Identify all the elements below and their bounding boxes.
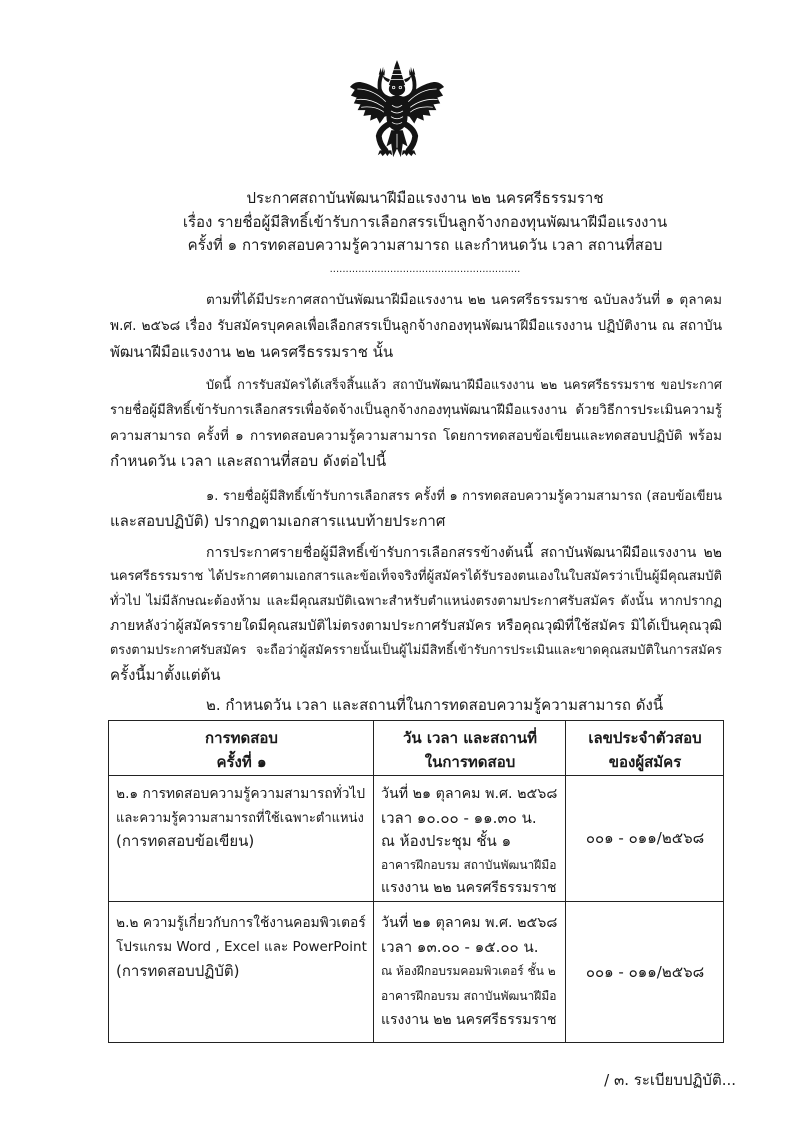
table-header-row xyxy=(109,721,724,776)
table-cell-test xyxy=(109,901,374,1042)
announcement-title: ประกาศสถาบันพัฒนาฝีมือแรงงาน ๒๒ นครศรีธรรมราช xyxy=(246,189,604,207)
announcement-subtitle: ครั้งที่ ๑ การทดสอบความรู้ความสามารถ และกำหนดวัน เวลา สถานที่สอบ xyxy=(187,236,663,254)
cell-line: และความรู้ความสามารถที่ใช้เฉพาะตำแหน่ง xyxy=(116,810,364,826)
paragraph-reference xyxy=(110,287,722,365)
table-cell-schedule xyxy=(374,901,566,1042)
paragraph-line: บัดนี้ การรับสมัครได้เสร็จสิ้นแล้ว สถาบันพัฒนาฝีมือแรงงาน ๒๒ นครศรีธรรมราช ขอประกาศ xyxy=(206,378,722,393)
paragraph-line: การประกาศรายชื่อผู้มีสิทธิ์เข้ารับการเลือกสรรข้างต้นนี้ สถาบันพัฒนาฝีมือแรงงาน ๒๒ xyxy=(206,545,722,561)
paragraph-line: และสอบปฏิบัติ) ปรากฏตามเอกสารแนบท้ายประกาศ xyxy=(110,511,446,530)
cell-line: วันที่ ๒๑ ตุลาคม พ.ศ. ๒๕๖๘ xyxy=(381,914,558,931)
table-row xyxy=(109,776,724,902)
garuda-emblem-icon xyxy=(349,59,445,165)
cell-line: ๒.๒ ความรู้เกี่ยวกับการใช้งานคอมพิวเตอร์ xyxy=(116,914,366,931)
exam-id-range: ๐๐๑ - ๐๑๑/๒๕๖๘ xyxy=(585,962,705,981)
cell-line: โปรแกรม Word , Excel และ PowerPoint xyxy=(116,939,367,956)
cell-line: อาคารฝึกอบรม สถาบันพัฒนาฝีมือ xyxy=(381,857,557,872)
cell-line: ๒.๑ การทดสอบความรู้ความสามารถทั่วไป xyxy=(116,786,366,802)
header-line: วัน เวลา และสถานที่ xyxy=(402,729,537,747)
table-header-cell-exam-ids xyxy=(566,721,724,776)
cell-line: ณ ห้องประชุม ชั้น ๑ xyxy=(381,832,512,851)
header-line: เลขประจำตัวสอบ xyxy=(588,729,702,747)
exam-schedule-table xyxy=(108,720,724,1043)
title-separator: ............................................................ xyxy=(329,263,521,275)
table-header-cell-test xyxy=(109,721,374,776)
header-line: ครั้งที่ ๑ xyxy=(216,753,267,771)
cell-line: อาคารฝึกอบรม สถาบันพัฒนาฝีมือ xyxy=(381,988,557,1003)
paragraph-line: ทั่วไป ไม่มีลักษณะต้องห้าม และมีคุณสมบัติเฉพาะสำหรับตำแหน่งตรงตามประกาศรับสมัคร ดังนั้น หากปรากฏ xyxy=(110,593,722,609)
announcement-subject: เรื่อง รายชื่อผู้มีสิทธิ์เข้ารับการเลือกสรรเป็นลูกจ้างกองทุนพัฒนาฝีมือแรงงาน xyxy=(182,212,668,231)
paragraph-line: ๒. กำหนดวัน เวลา และสถานที่ในการทดสอบความรู้ความสามารถ ดังนี้ xyxy=(206,696,664,714)
page-continuation: / ๓. ระเบียบปฏิบัติ... xyxy=(604,1071,736,1089)
exam-id-range: ๐๐๑ - ๐๑๑/๒๕๖๘ xyxy=(585,828,705,847)
header-line: การทดสอบ xyxy=(205,729,278,747)
cell-line: วันที่ ๒๑ ตุลาคม พ.ศ. ๒๕๖๘ xyxy=(381,786,558,802)
paragraph-line: ๑. รายชื่อผู้มีสิทธิ์เข้ารับการเลือกสรร ครั้งที่ ๑ การทดสอบความรู้ความสามารถ (สอบข้อเขียน xyxy=(206,488,722,504)
paragraph-line: รายชื่อผู้มีสิทธิ์เข้ารับการเลือกสรรเพื่อจัดจ้างเป็นลูกจ้างกองทุนพัฒนาฝีมือแรงงาน ด้วยวิธีการประเมินความรู้ xyxy=(110,403,722,419)
paragraph-line: ตามที่ได้มีประกาศสถาบันพัฒนาฝีมือแรงงาน ๒๒ นครศรีธรรมราช ฉบับลงวันที่ ๑ ตุลาคม xyxy=(206,292,722,308)
table-cell-schedule xyxy=(374,776,566,902)
paragraph-announcement xyxy=(110,373,722,474)
table-row xyxy=(109,901,724,1042)
cell-line: แรงงาน ๒๒ นครศรีธรรมราช xyxy=(381,880,557,897)
table-cell-exam-ids xyxy=(566,776,724,902)
paragraph-line: ภายหลังว่าผู้สมัครรายใดมีคุณสมบัติไม่ตรงตามประกาศรับสมัคร หรือคุณวุฒิที่ใช้สมัคร มิได้เป็นคุณวุฒิ xyxy=(110,618,722,635)
cell-line: (การทดสอบข้อเขียน) xyxy=(116,832,255,851)
cell-line: (การทดสอบปฏิบัติ) xyxy=(116,962,240,981)
paragraph-eligibility-notice xyxy=(110,541,722,687)
table-header-cell-schedule xyxy=(374,721,566,776)
cell-line: ณ ห้องฝึกอบรมคอมพิวเตอร์ ชั้น ๒ xyxy=(381,964,556,979)
paragraph-line: นครศรีธรรมราช ได้ประกาศตามเอกสารและข้อเท็จจริงที่ผู้สมัครได้รับรองตนเองในใบสมัครว่าเป็นผู้มีคุณสมบัติ xyxy=(110,569,722,585)
header-line: ของผู้สมัคร xyxy=(608,753,682,771)
paragraph-line: พัฒนาฝีมือแรงงาน ๒๒ นครศรีธรรมราช นั้น xyxy=(110,343,394,361)
cell-line: แรงงาน ๒๒ นครศรีธรรมราช xyxy=(381,1011,557,1028)
paragraph-item-2 xyxy=(110,693,722,717)
table-cell-test xyxy=(109,776,374,902)
paragraph-line: กำหนดวัน เวลา และสถานที่สอบ ดังต่อไปนี้ xyxy=(110,451,387,470)
paragraph-line: ครั้งนี้มาตั้งแต่ต้น xyxy=(110,666,221,685)
cell-line: เวลา ๑๐.๐๐ - ๑๑.๓๐ น. xyxy=(381,808,537,827)
paragraph-item-1 xyxy=(110,484,722,534)
cell-line: เวลา ๑๓.๐๐ - ๑๕.๐๐ น. xyxy=(381,938,539,957)
header-line: ในการทดสอบ xyxy=(424,753,516,771)
paragraph-line: ตรงตามประกาศรับสมัคร จะถือว่าผู้สมัครรายนั้นเป็นผู้ไม่มีสิทธิ์เข้ารับการประเมินและขาดคุณสมบัติในการสมัคร xyxy=(110,642,722,658)
announcement-header xyxy=(110,187,740,281)
paragraph-line: พ.ศ. ๒๕๖๘ เรื่อง รับสมัครบุคคลเพื่อเลือกสรรเป็นลูกจ้างกองทุนพัฒนาฝีมือแรงงาน ปฏิบัติงาน ณ สถาบัน xyxy=(110,318,722,334)
paragraph-line: ความสามารถ ครั้งที่ ๑ การทดสอบความรู้ความสามารถ โดยการทดสอบข้อเขียนและทดสอบปฏิบัติ พร้อม xyxy=(110,427,722,444)
table-cell-exam-ids xyxy=(566,901,724,1042)
